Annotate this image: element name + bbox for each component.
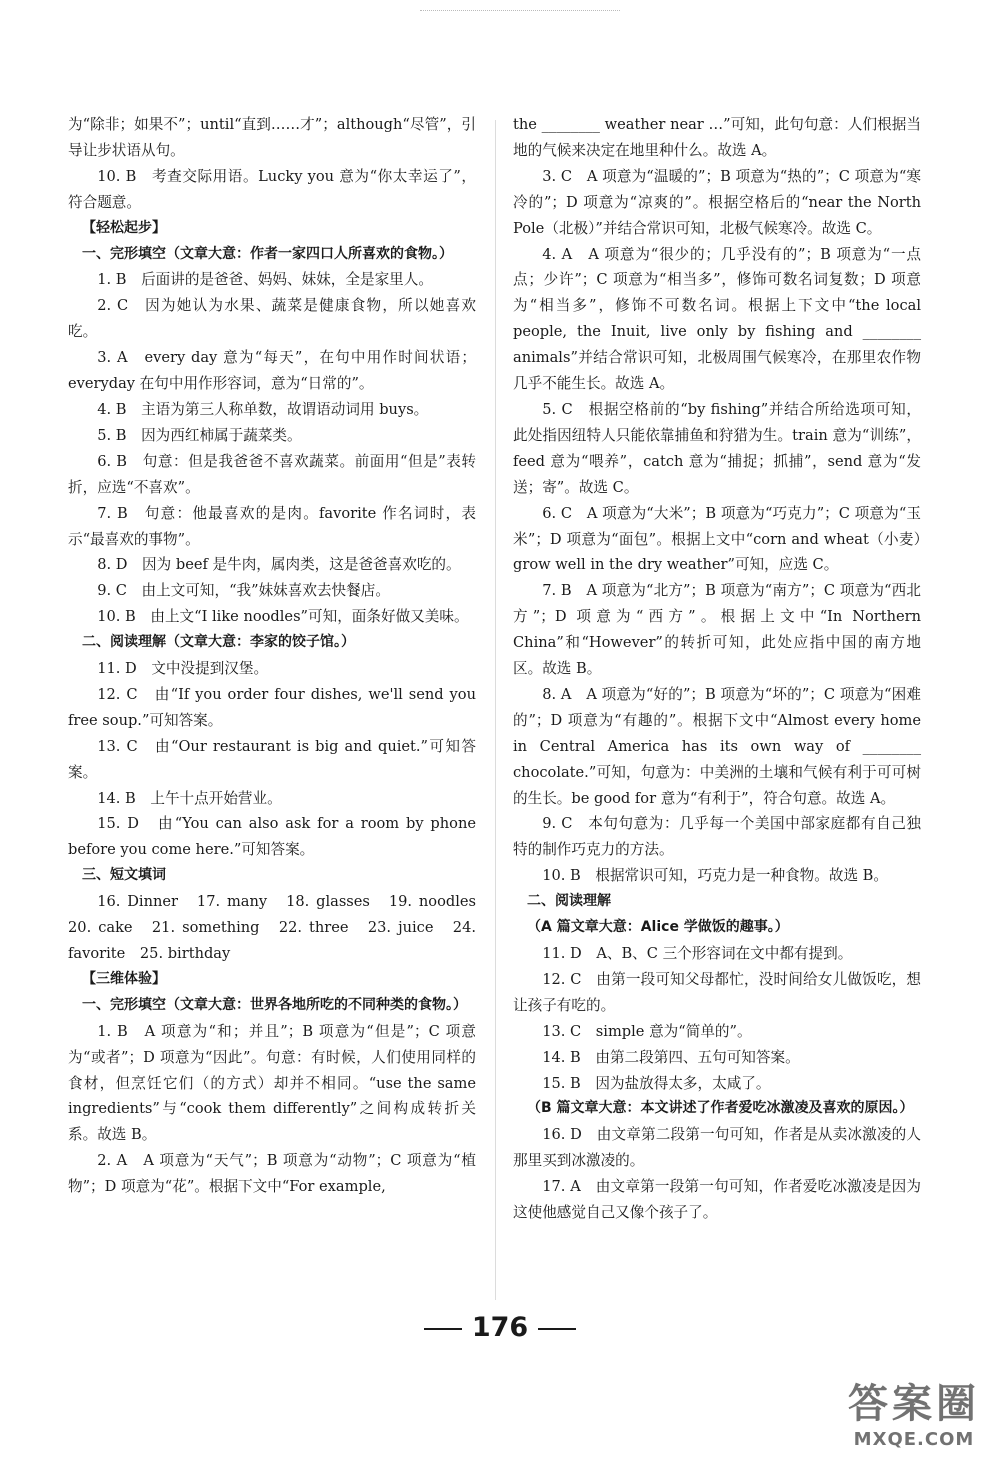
watermark-logo (848, 1372, 980, 1450)
answer-paragraph: 9. C 由上文可知，“我”妹妹喜欢去快餐店。 (97, 582, 390, 600)
section-heading: （A 篇文章大意：Alice 学做饭的趣事。） (527, 919, 789, 936)
watermark-main: 答案圈 (848, 1381, 980, 1427)
section-heading: 一、完形填空（文章大意：作者一家四口人所喜欢的食物。） (82, 245, 453, 262)
answer-paragraph: 为“除非；如果不”；until“直到……才”；although“尽管”，引导让步状语从句。 (68, 116, 476, 159)
answer-paragraph: 15. D 由“You can also ask for a room by phone before you come here.”可知答案。 (68, 815, 476, 859)
answer-paragraph: 3. A every day 意为“每天”，在句中用作时间状语；everyday 在句中用作形容词，意为“日常的”。 (68, 349, 476, 393)
section-heading: 二、阅读理解 (527, 893, 611, 910)
answer-paragraph: 7. B 句意：他最喜欢的是肉。favorite 作名词时，表示“最喜欢的事物”。 (68, 504, 476, 548)
answer-paragraph: 14. B 上午十点开始营业。 (97, 789, 282, 807)
answer-paragraph: 5. B 因为西红柿属于蔬菜类。 (97, 426, 302, 444)
answer-paragraph: 13. C 由“Our restaurant is big and quiet.”可知答案。 (68, 737, 476, 781)
answer-paragraph: 3. C A 项意为“温暖的”；B 项意为“热的”；C 项意为“寒冷的”；D 项意为“凉爽的”。根据空格后的“near the North Pole（北极）”并结合常识可知，北极气候寒冷。故选 C。 (513, 167, 921, 237)
page-number-text: 176 (471, 1312, 529, 1343)
answer-paragraph: 10. B 由上文“I like noodles”可知，面条好做又美味。 (97, 608, 469, 626)
answer-paragraph: 16. Dinner 17. many 18. glasses 19. noodles 20. cake 21. something 22. three 23. juice 24. favorite 25. birthday (68, 893, 491, 962)
section-heading: 三、短文填词 (82, 867, 166, 884)
answer-paragraph: 6. B 句意：但是我爸爸不喜欢蔬菜。前面用“但是”表转折，应选“不喜欢”。 (68, 452, 476, 496)
answer-paragraph: 10. B 考查交际用语。Lucky you 意为“你太幸运了”，符合题意。 (68, 167, 476, 211)
answer-paragraph: 13. C simple 意为“简单的”。 (542, 1022, 752, 1040)
answer-paragraph: 10. B 根据常识可知，巧克力是一种食物。故选 B。 (542, 867, 888, 885)
left-column (68, 112, 491, 1200)
answer-paragraph: 9. C 本句句意为：几乎每一个美国中部家庭都有自己独特的制作巧克力的方法。 (513, 815, 921, 859)
answer-paragraph: 12. C 由“If you order four dishes, we'll send you free soup.”可知答案。 (68, 685, 476, 729)
watermark-url: MXQE.COM (853, 1429, 975, 1450)
answer-paragraph: 8. A A 项意为“好的”；B 项意为“坏的”；C 项意为“困难的”；D 项意为“有趣的”。根据下文中“Almost every home in Central America has its own way of ________ chocolate.”可知，句意为：中美洲的土壤和气候有利于可可树的生长。be good for 意为“有利于”，符合句意。故选 A。 (513, 685, 921, 807)
section-heading: 一、完形填空（文章大意：世界各地所吃的不同种类的食物。） (82, 996, 467, 1013)
section-heading: （B 篇文章大意：本文讲述了作者爱吃冰激凌及喜欢的原因。） (527, 1100, 914, 1117)
page-number (0, 1312, 1000, 1343)
answer-paragraph: 11. D A、B、C 三个形容词在文中都有提到。 (542, 945, 853, 962)
page-number-dash-right (538, 1328, 576, 1330)
page-number-dash-left (424, 1328, 462, 1330)
answer-paragraph: 17. A 由文章第一段第一句可知，作者爱吃冰激凌是因为这使他感觉自己又像个孩子了。 (513, 1178, 921, 1222)
section-heading: 二、阅读理解（文章大意：李家的饺子馆。） (82, 634, 355, 651)
answer-paragraph: 2. A A 项意为“天气”；B 项意为“动物”；C 项意为“植物”；D 项意为“花”。根据下文中“For example, (68, 1152, 476, 1196)
section-heading: 【三维体验】 (82, 970, 166, 987)
answer-paragraph: 12. C 由第一段可知父母都忙，没时间给女儿做饭吃，想让孩子有吃的。 (513, 970, 921, 1014)
right-column (513, 112, 921, 1226)
column-divider (495, 120, 496, 1300)
answer-paragraph: 2. C 因为她认为水果、蔬菜是健康食物，所以她喜欢吃。 (68, 297, 476, 341)
answer-paragraph: 8. D 因为 beef 是牛肉，属肉类，这是爸爸喜欢吃的。 (97, 556, 461, 574)
answer-paragraph: 5. C 根据空格前的“by fishing”并结合所给选项可知，此处指因纽特人只能依靠捕鱼和狩猎为生。train 意为“训练”，feed 意为“喂养”，catch 意为“捕捉；抓捕”，send 意为“发送；寄”。故选 C。 (513, 400, 921, 496)
answer-paragraph: 15. B 因为盐放得太多，太咸了。 (542, 1074, 771, 1092)
answer-paragraph: 4. A A 项意为“很少的；几乎没有的”；B 项意为“一点点；少许”；C 项意为“相当多”，修饰可数名词复数；D 项意为“相当多”，修饰不可数名词。根据上下文中“the local people, the Inuit, live only by fishing and ________ animals”并结合常识可知，北极周围气候寒冷，在那里农作物几乎不能生长。故选 A。 (513, 245, 921, 393)
answer-paragraph: 6. C A 项意为“大米”；B 项意为“巧克力”；C 项意为“玉米”；D 项意为“面包”。根据上文中“corn and wheat（小麦）grow well in the dry weather”可知，应选 C。 (513, 504, 921, 574)
answer-paragraph: the ________ weather near …”可知，此句句意：人们根据当地的气候来决定在地里种什么。故选 A。 (513, 116, 921, 159)
answer-paragraph: 16. D 由文章第二段第一句可知，作者是从卖冰激凌的人那里买到冰激凌的。 (513, 1126, 921, 1170)
section-heading: 【轻松起步】 (82, 219, 166, 236)
answer-paragraph: 14. B 由第二段第四、五句可知答案。 (542, 1048, 800, 1066)
top-crop-mark (420, 0, 620, 11)
answer-paragraph: 1. B 后面讲的是爸爸、妈妈、妹妹，全是家里人。 (97, 271, 433, 289)
answer-paragraph: 1. B A 项意为“和；并且”；B 项意为“但是”；C 项意为“或者”；D 项意为“因此”。句意：有时候，人们使用同样的食材，但烹饪它们（的方式）却并不相同。“use the same ingredients”与“cook them differently”之间构成转折关系。故选 B。 (68, 1022, 476, 1144)
answer-paragraph: 4. B 主语为第三人称单数，故谓语动词用 buys。 (97, 400, 429, 418)
answer-paragraph: 7. B A 项意为“北方”；B 项意为“南方”；C 项意为“西北方”；D 项意为“西方”。根据上文中“In Northern China”和“However”的转折可知，此处应指中国的南方地区。故选 B。 (513, 582, 921, 678)
answer-paragraph: 11. D 文中没提到汉堡。 (97, 660, 269, 678)
